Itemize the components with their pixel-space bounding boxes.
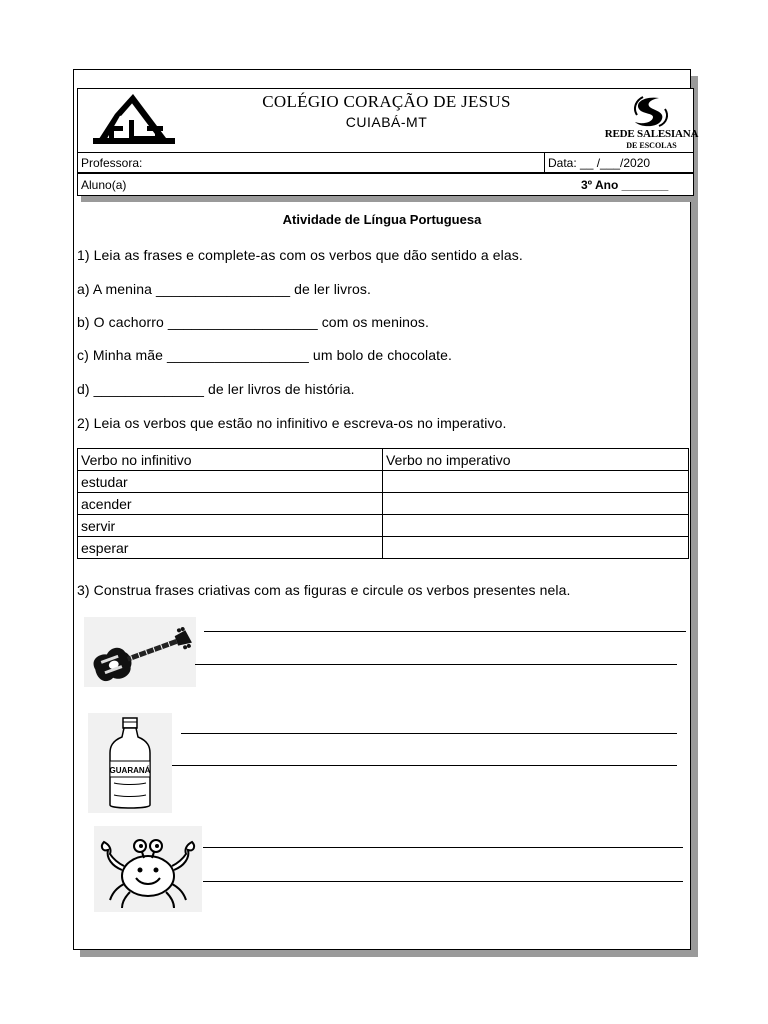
answer-line[interactable] [172,765,677,766]
imperative-answer-cell[interactable] [383,493,689,515]
answer-line[interactable] [203,847,683,848]
grade-field[interactable]: 3º Ano _______ [581,178,669,192]
infinitive-cell: estudar [78,471,383,493]
header-imperative: Verbo no imperativo [383,449,689,471]
question-3-prompt: 3) Construa frases criativas com as figuras e circule os verbos presentes nela. [77,582,571,598]
table-row [78,537,689,559]
salesian-logo-icon [629,95,673,129]
header [77,88,699,198]
imperative-answer-cell[interactable] [383,537,689,559]
imperative-answer-cell[interactable] [383,515,689,537]
network-logo [599,95,709,151]
infinitive-cell: acender [78,493,383,515]
network-name: REDE SALESIANA [604,128,699,140]
bottle-label: GUARANÁ [109,766,151,775]
answer-line[interactable] [195,664,677,665]
header-logo-row [77,88,699,152]
student-row [77,173,694,196]
student-label: Aluno(a) [81,178,127,192]
question-1-item-b[interactable]: b) O cachorro ___________________ com os meninos. [77,314,430,330]
network-subtitle: DE ESCOLAS [626,141,677,150]
crab-icon [94,826,202,912]
table-header-row [78,449,689,471]
question-1-prompt: 1) Leia as frases e complete-as com os verbos que dão sentido a elas. [77,247,523,263]
school-name: COLÉGIO CORAÇÃO DE JESUS [262,92,511,111]
date-field[interactable]: Data: __ /___/2020 [548,156,651,170]
question-1-item-c[interactable]: c) Minha mãe __________________ um bolo de chocolate. [77,347,453,363]
question-1-item-d[interactable]: d) ______________ de ler livros de história. [77,381,355,397]
guitar-icon [84,617,196,687]
table-row [78,515,689,537]
teacher-row [77,152,694,173]
answer-line[interactable] [203,881,683,882]
question-2-prompt: 2) Leia os verbos que estão no infinitivo e escreva-os no imperativo. [77,415,507,431]
answer-line[interactable] [204,631,686,632]
imperative-answer-cell[interactable] [383,471,689,493]
table-row [78,471,689,493]
header-infinitive: Verbo no infinitivo [78,449,383,471]
soda-bottle-icon [88,713,172,813]
question-1-item-a[interactable]: a) A menina _________________ de ler livros. [77,281,371,297]
infinitive-cell: servir [78,515,383,537]
worksheet [73,69,699,950]
teacher-label: Professora: [81,156,143,170]
verb-table [77,448,689,559]
answer-line[interactable] [181,733,677,734]
activity-title: Atividade de Língua Portuguesa [282,212,482,227]
row-divider [544,153,545,172]
infinitive-cell: esperar [78,537,383,559]
school-city: CUIABÁ-MT [345,114,428,130]
table-row [78,493,689,515]
